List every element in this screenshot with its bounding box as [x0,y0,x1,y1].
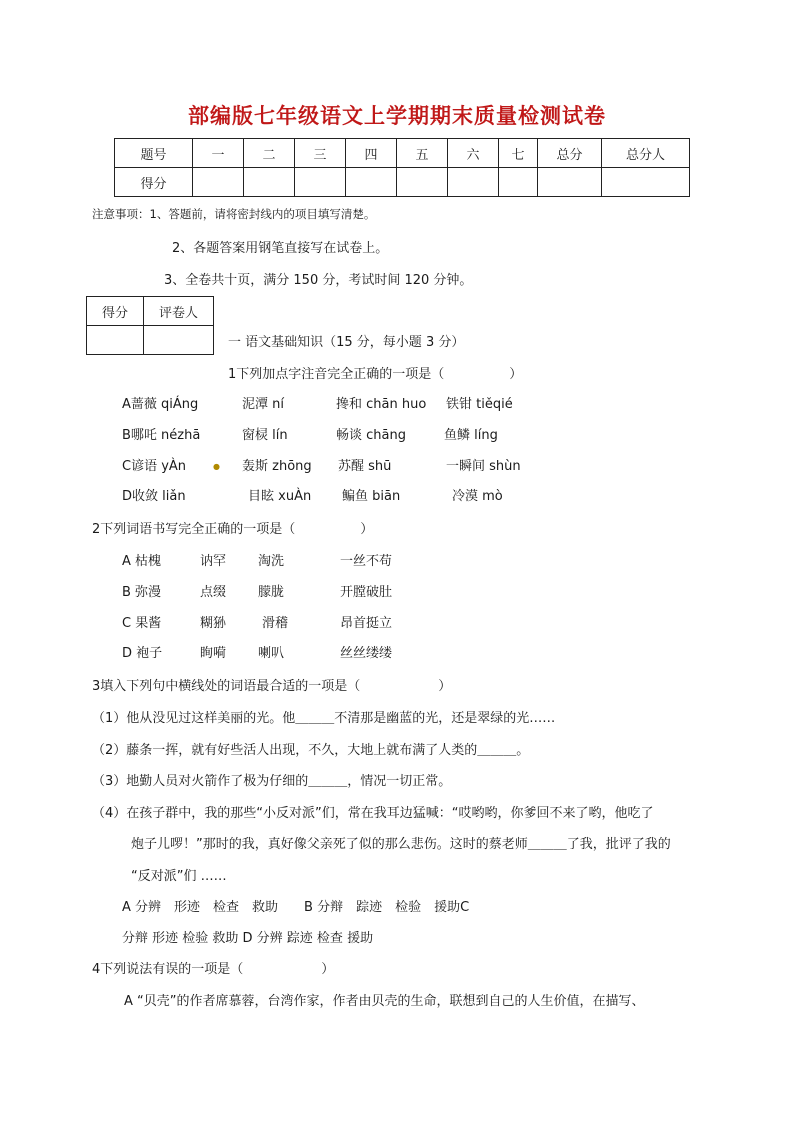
q3-options-line-2: 分辩 形迹 检验 救助 D 分辨 踪迹 检查 援助 [122,931,374,946]
q3-sentence-2: （2）藤条一挥，就有好些活人出现，不久，大地上就布满了人类的＿＿＿。 [92,743,530,758]
q2-option-d-4: 丝丝缕缕 [340,646,393,661]
q3-sentence-4c: “反对派”们 …… [131,869,227,884]
q2-option-c-1: C 果酱 [122,616,162,631]
question-4-stem: 4下列说法有误的一项是（ ） [92,962,335,977]
q2-option-b-2: 点缀 [200,585,227,600]
q4-option-a: A “贝壳”的作者席慕蓉，台湾作家，作者由贝壳的生命，联想到自己的人生价值，在描写、 [124,994,645,1009]
score-header-cell: 总分 [538,139,602,168]
score-header-cell: 一 [193,139,244,168]
q3-sentence-3: （3）地勤人员对火箭作了极为仔细的＿＿＿，情况一切正常。 [92,774,452,789]
score-header-cell: 二 [244,139,295,168]
q2-option-a-2: 讷罕 [200,554,227,569]
score-input-cell[interactable] [448,168,499,197]
q1-option-d-3: 鳊鱼 biān [342,489,401,504]
q2-option-c-2: 糊狲 [200,616,227,631]
q3-sentence-1: （1）他从没见过这样美丽的光。他＿＿＿不清那是幽蓝的光，还是翠绿的光…… [92,711,556,726]
score-input-cell[interactable] [346,168,397,197]
q1-option-b-1: B哪吒 nézhā [122,428,201,443]
q3-sentence-4b: 炮子儿啰！”那时的我，真好像父亲死了似的那么悲伤。这时的蔡老师＿＿＿了我，批评了我的 [131,837,671,852]
q3-options-line-1: A 分辨 形迹 检查 救助 B 分辩 踪迹 检验 援助C [122,900,470,915]
stray-dot: ● [213,462,220,471]
note-3: 3、全卷共十页，满分 150 分，考试时间 120 分钟。 [164,273,473,288]
q1-option-c-3: 苏醒 shū [338,459,392,474]
grader-table [86,296,214,355]
note-1: 注意事项：1、答题前，请将密封线内的项目填写清楚。 [92,207,376,221]
q1-option-a-2: 泥潭 ní [242,397,284,412]
q2-option-a-4: 一丝不苟 [340,554,393,569]
q2-option-d-3: 喇叭 [258,646,285,661]
q3-sentence-4a: （4）在孩子群中，我的那些“小反对派”们，常在我耳边猛喊：“哎哟哟，你爹回不来了哟，他吃了 [92,806,654,821]
q1-option-b-4: 鱼鳞 líng [444,428,498,443]
grader-score-header: 得分 [87,297,144,326]
score-header-cell: 六 [448,139,499,168]
score-header-cell: 五 [397,139,448,168]
score-table-header-row [115,139,690,168]
q1-option-a-3: 搀和 chān huo [336,397,427,412]
q1-option-c-4: 一瞬间 shùn [446,459,521,474]
q1-option-c-2: 轰斯 zhōng [242,459,312,474]
score-input-cell[interactable] [193,168,244,197]
score-table-score-row [115,168,690,197]
question-1-stem: 1下列加点字注音完全正确的一项是（ ） [228,367,523,382]
score-header-cell: 三 [295,139,346,168]
grader-name-header: 评卷人 [144,297,214,326]
score-input-cell[interactable] [397,168,448,197]
q1-option-c-1: C谚语 yÀn [122,459,187,474]
q2-option-b-4: 开膛破肚 [340,585,393,600]
q2-option-d-1: D 袍子 [122,646,163,661]
q1-option-a-4: 铁钳 tiěqié [446,397,513,412]
note-2: 2、各题答案用钢笔直接写在试卷上。 [172,241,389,256]
q1-option-d-2: 目眩 xuÀn [248,489,312,504]
q1-option-a-1: A蔷薇 qiÁng [122,397,199,412]
exam-title: 部编版七年级语文上学期期末质量检测试卷 [188,103,606,128]
score-input-cell[interactable] [538,168,602,197]
score-input-cell[interactable] [244,168,295,197]
score-row-label: 得分 [115,168,193,197]
score-input-cell[interactable] [295,168,346,197]
score-header-cell: 总分人 [602,139,690,168]
q2-option-b-1: B 弥漫 [122,585,162,600]
q2-option-b-3: 朦胧 [258,585,285,600]
score-table [114,138,690,197]
q2-option-a-3: 淘洗 [258,554,285,569]
score-header-cell: 四 [346,139,397,168]
q2-option-c-4: 昂首挺立 [340,616,393,631]
score-header-cell: 题号 [115,139,193,168]
q2-option-c-3: 滑稽 [262,616,289,631]
q1-option-b-2: 窗棂 lín [242,428,288,443]
q1-option-d-4: 冷漠 mò [452,489,503,504]
q2-option-a-1: A 枯槐 [122,554,162,569]
score-input-cell[interactable] [602,168,690,197]
grader-score-cell[interactable] [87,326,144,355]
q1-option-d-1: D收敛 liǎn [122,489,186,504]
q2-option-d-2: 眴嗬 [200,646,227,661]
section-heading: 一 语文基础知识（15 分，每小题 3 分） [228,335,465,350]
grader-name-cell[interactable] [144,326,214,355]
question-2-stem: 2下列词语书写完全正确的一项是（ ） [92,522,374,537]
q1-option-b-3: 畅谈 chāng [336,428,406,443]
question-3-stem: 3填入下列句中横线处的词语最合适的一项是（ ） [92,679,452,694]
score-header-cell: 七 [499,139,538,168]
score-input-cell[interactable] [499,168,538,197]
